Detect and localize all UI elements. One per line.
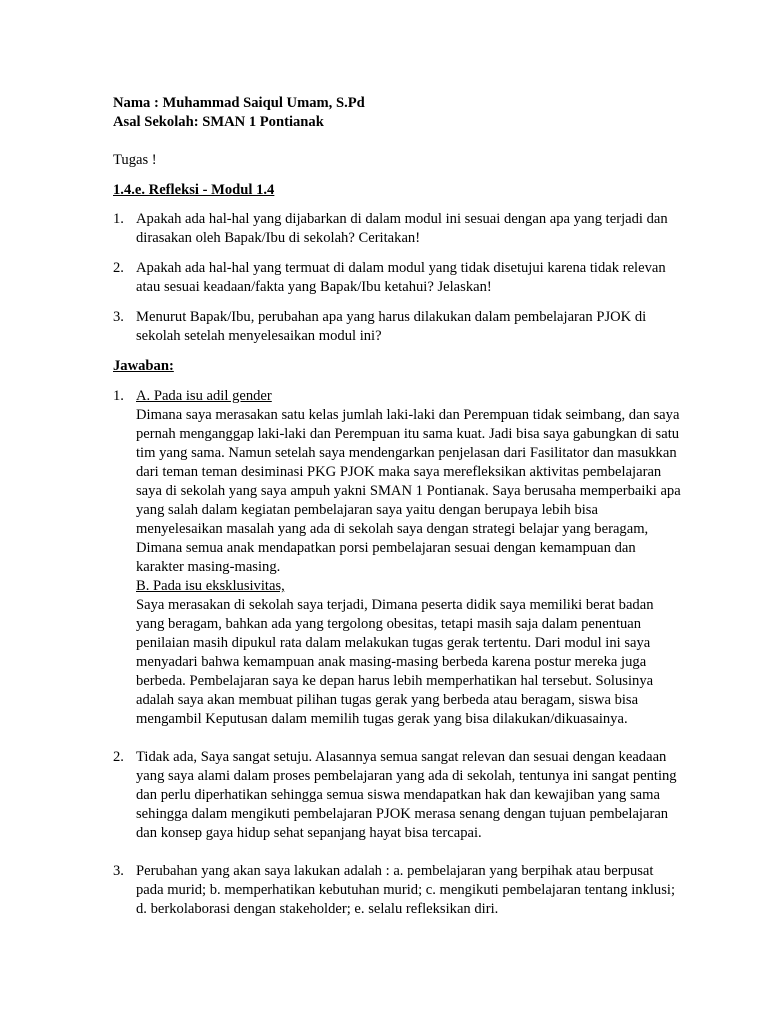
task-label: Tugas !: [113, 152, 157, 168]
question-number: 3.: [113, 309, 124, 325]
question-text: Menurut Bapak/Ibu, perubahan apa yang harus dilakukan dalam pembelajaran PJOK di sekolah setelah menyelesaikan modul ini?: [136, 309, 647, 344]
question-list: [113, 210, 683, 357]
question-number: 1.: [113, 211, 124, 227]
question-item: [113, 210, 683, 248]
school-line: Asal Sekolah: SMAN 1 Pontianak: [113, 114, 324, 130]
answer-text: Tidak ada, Saya sangat setuju. Alasannya semua sangat relevan dan sesuai dengan keadaan yang saya alami dalam proses pembelajaran yang ada di sekolah, tentunya ini sangat penting dan perlu diperhatikan sehingga semua siswa mendapatkan hak dan kewajiban yang sama sehingga dalam mengikuti pembelajaran PJOK merasa senang dengan tujuan pembelajaran dan konsep gaya hidup sehat sepanjang hayat bisa tercapai.: [136, 749, 677, 841]
answer-item: [113, 387, 683, 729]
question-text: Apakah ada hal-hal yang termuat di dalam modul yang tidak disetujui karena tidak relevan atau sesuai keadaan/fakta yang Bapak/Ibu ketahui? Jelaskan!: [136, 260, 666, 295]
question-item: [113, 259, 683, 297]
document-header: [113, 94, 673, 132]
answer-list: [113, 387, 683, 938]
answer-number: 3.: [113, 863, 124, 879]
answer-item: [113, 748, 683, 843]
answer-number: 1.: [113, 388, 124, 404]
section-title: 1.4.e. Refleksi - Modul 1.4: [113, 182, 275, 198]
answer-body: [136, 387, 683, 729]
answer-text: Perubahan yang akan saya lakukan adalah : a. pembelajaran yang berpihak atau berpusat pada murid; b. memperhatikan kebutuhan murid; c. mengikuti pembelajaran tentang inklusi; d. berkolaborasi dengan stakeholder; e. selalu refleksikan diri.: [136, 863, 676, 917]
question-item: [113, 308, 683, 346]
subsection-text-gender: Dimana saya merasakan satu kelas jumlah laki-laki dan Perempuan tidak seimbang, dan saya pernah menganggap laki-laki dan Perempuan itu sama kuat. Jadi bisa saya gabungkan di satu tim yang sama. Namun setelah saya mendengarkan penjelasan dari Fasilitator dan masukkan dari teman teman desiminasi PKG PJOK maka saya merefleksikan aktivitas pembelajaran saya di sekolah yang saya ampuh yakni SMAN 1 Pontianak. Saya berusaha memperbaiki apa yang salah dalam kegiatan pembelajaran saya yaitu dengan berupaya lebih bisa menyelesaikan masalah yang ada di sekolah saya dengan strategi belajar yang beragam, Dimana semua anak mendapatkan porsi pembelajaran sesuai dengan kemampuan dan karakter masing-masing.: [136, 407, 681, 575]
subsection-title-exclusivity: B. Pada isu eksklusivitas,: [136, 578, 285, 594]
answer-item: [113, 862, 683, 919]
answer-number: 2.: [113, 749, 124, 765]
author-name-line: Nama : Muhammad Saiqul Umam, S.Pd: [113, 95, 365, 111]
question-number: 2.: [113, 260, 124, 276]
subsection-text-exclusivity: Saya merasakan di sekolah saya terjadi, Dimana peserta didik saya memiliki berat badan yang beragam, bahkan ada yang tergolong obesitas, tetapi masih saja dalam penentuan penilaian masih dipukul rata dalam melakukan tugas gerak tertentu. Dari modul ini saya menyadari bahwa kemampuan anak masing-masing berbeda karena postur mereka juga berbeda. Pembelajaran saya ke depan harus lebih memperhatikan hal tersebut. Solusinya adalah saya akan membuat pilihan tugas gerak yang berbeda atau beragam, siswa bisa mengambil Keputusan dalam memilih tugas gerak yang bisa dilakukan/dikuasainya.: [136, 597, 654, 727]
question-text: Apakah ada hal-hal yang dijabarkan di dalam modul ini sesuai dengan apa yang terjadi dan dirasakan oleh Bapak/Ibu di sekolah? Ceritakan!: [136, 211, 668, 246]
subsection-title-gender: A. Pada isu adil gender: [136, 388, 272, 404]
answers-title: Jawaban:: [113, 358, 174, 374]
